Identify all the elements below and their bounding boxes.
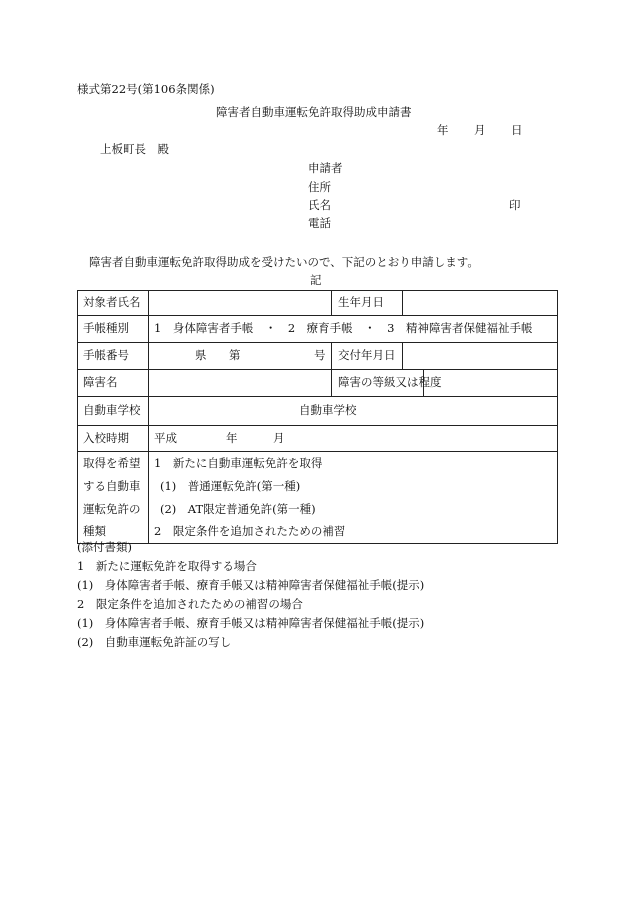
handbook-number-field[interactable]	[149, 343, 332, 370]
row-handbook-type	[78, 316, 558, 343]
handbook-type-label: 手帳種別	[78, 316, 149, 343]
license-type-label-line: 取得を希望	[83, 456, 141, 470]
date-year-label: 年	[437, 123, 449, 137]
attachment-item: 1 新たに運転免許を取得する場合	[77, 559, 257, 573]
disability-grade-cell	[332, 370, 558, 397]
handbook-type-options[interactable]: 1 身体障害者手帳 ・ 2 療育手帳 ・ 3 精神障害者保健福祉手帳	[149, 316, 558, 343]
attachment-item: 2 限定条件を追加されたための補習の場合	[77, 597, 303, 611]
address-label: 住所	[308, 180, 331, 194]
application-statement: 障害者自動車運転免許取得助成を受けたいので、下記のとおり申請します。	[89, 255, 479, 269]
entry-period-field[interactable]	[149, 426, 558, 452]
license-type-label-line: する自動車	[83, 478, 141, 493]
addressee: 上板町長 殿	[100, 142, 169, 156]
date-day-label: 日	[511, 123, 523, 137]
attachments-heading: (添付書類)	[77, 540, 132, 554]
driving-school-label: 自動車学校	[78, 397, 149, 426]
date-month-label: 月	[474, 123, 486, 137]
applicant-label: 申請者	[308, 161, 343, 175]
license-type-label	[78, 452, 149, 544]
issue-date-label: 交付年月日	[332, 343, 403, 370]
disability-name-field[interactable]	[149, 370, 332, 397]
handbook-number-label: 手帳番号	[78, 343, 149, 370]
go-label: 号	[314, 348, 326, 362]
form-title: 障害者自動車運転免許取得助成申請書	[216, 105, 412, 119]
row-handbook-number	[78, 343, 558, 370]
license-option-standard: (1) 普通運転免許(第一種)	[160, 478, 301, 493]
attachment-item: (1) 身体障害者手帳、療育手帳又は精神障害者保健福祉手帳(提示)	[77, 578, 425, 592]
disability-grade-field[interactable]	[424, 370, 557, 396]
driving-school-field[interactable]: 自動車学校	[149, 397, 558, 426]
entry-period-label: 入校時期	[78, 426, 149, 452]
license-option-at-limited: (2) AT限定普通免許(第一種)	[160, 501, 316, 516]
row-driving-school	[78, 397, 558, 426]
license-type-options[interactable]	[149, 452, 558, 544]
name-label: 氏名	[308, 198, 331, 212]
dai-label: 第	[229, 348, 241, 362]
form-number: 様式第22号(第106条関係)	[77, 82, 215, 96]
ki-label: 記	[310, 273, 322, 287]
era-label: 平成	[154, 431, 177, 445]
row-disability	[78, 370, 558, 397]
disability-name-label: 障害名	[78, 370, 149, 397]
subject-name-label: 対象者氏名	[78, 291, 149, 316]
subject-name-field[interactable]	[149, 291, 332, 316]
disability-grade-wrap	[332, 370, 557, 396]
issue-date-field[interactable]	[403, 343, 558, 370]
year-label: 年	[226, 431, 238, 445]
attachment-item: (1) 身体障害者手帳、療育手帳又は精神障害者保健福祉手帳(提示)	[77, 616, 425, 630]
row-entry-period	[78, 426, 558, 452]
application-table	[77, 290, 558, 544]
row-license-type	[78, 452, 558, 544]
license-option-supplementary: 2 限定条件を追加されたための補習	[154, 524, 346, 539]
birth-date-field[interactable]	[403, 291, 558, 316]
seal-label: 印	[509, 198, 521, 212]
license-type-label-line: 運転免許の	[83, 501, 141, 516]
birth-date-label: 生年月日	[332, 291, 403, 316]
attachment-item: (2) 自動車運転免許証の写し	[77, 635, 232, 649]
row-subject	[78, 291, 558, 316]
license-option-new: 1 新たに自動車運転免許を取得	[154, 456, 323, 470]
disability-grade-label: 障害の等級又は程度	[332, 370, 424, 396]
phone-label: 電話	[308, 216, 331, 230]
prefecture-label: 県	[195, 348, 207, 362]
month-label: 月	[273, 431, 285, 445]
license-type-label-line: 種類	[83, 524, 106, 539]
